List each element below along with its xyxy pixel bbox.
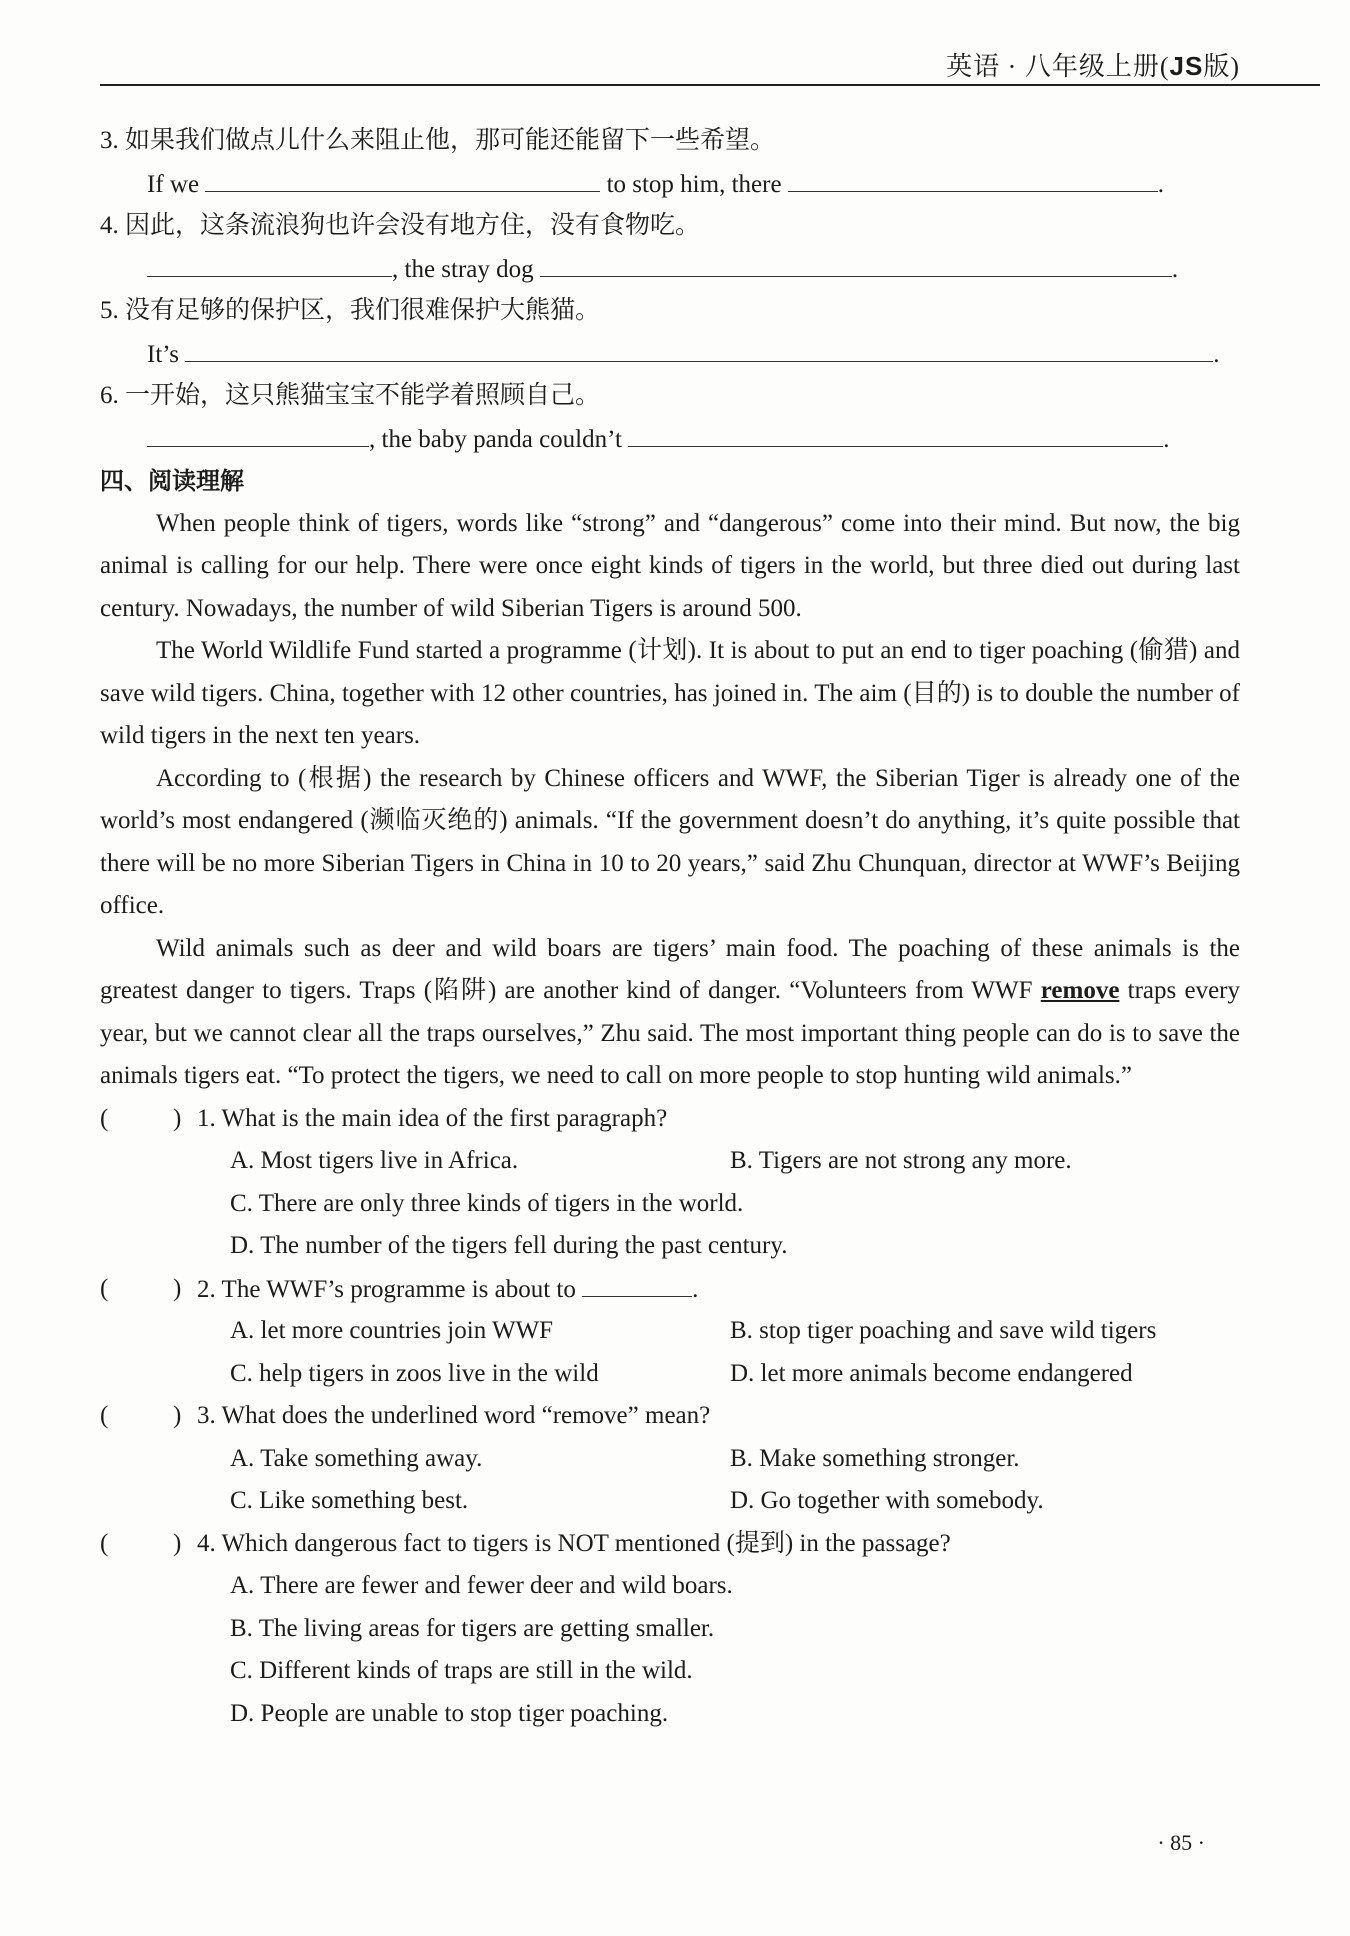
passage-paragraph-2: The World Wildlife Fund started a programme (计划). It is about to put an end to tiger poaching (偷猎) and save wild tigers. China, together with 12 other countries, has joined in. The aim (目的) is to double the number of wild tigers in the next ten years. [100, 637, 1240, 749]
option[interactable]: A. Take something away. [230, 1444, 483, 1472]
question-2: ( ) 2. The WWF’s programme is about to . [100, 1268, 1240, 1311]
option[interactable]: B. Tigers are not strong any more. [730, 1147, 1072, 1174]
answer-blank[interactable] [147, 418, 369, 447]
option[interactable]: C. Like something best. [230, 1487, 469, 1514]
question-1-options-row-2 [100, 1183, 1240, 1226]
question-4-option-d [100, 1693, 1240, 1736]
translation-item-3-zh: 3. 如果我们做点儿什么来阻止他，那可能还能留下一些希望。 [100, 127, 776, 154]
question-3-options-row-1 [100, 1438, 1240, 1481]
option[interactable]: C. Different kinds of traps are still in the wild. [230, 1657, 693, 1684]
translation-item-5-zh: 5. 没有足够的保护区，我们很难保护大熊猫。 [100, 297, 601, 324]
question-4-option-c [100, 1650, 1240, 1693]
question-4: ( ) 4. Which dangerous fact to tigers is NOT mentioned (提到) in the passage? [100, 1529, 951, 1557]
passage-paragraph-1: When people think of tigers, words like “strong” and “dangerous” come into their mind. But now, the big animal is calling for our help. There were once eight kinds of tigers in the world, but three died out during last century. Nowadays, the number of wild Siberian Tigers is around 500. [100, 509, 1240, 622]
option[interactable]: D. let more animals become endangered [730, 1359, 1133, 1387]
translation-item-5-en: It’s . [100, 333, 1240, 376]
option[interactable]: D. People are unable to stop tiger poaching. [230, 1699, 669, 1727]
page-header [100, 40, 1320, 86]
question-2-options-row-2 [100, 1353, 1240, 1396]
underlined-word: remove [1040, 977, 1120, 1004]
translation-item-4-zh: 4. 因此，这条流浪狗也许会没有地方住，没有食物吃。 [100, 212, 701, 239]
option[interactable]: B. stop tiger poaching and save wild tigers [730, 1317, 1157, 1344]
question-3: ( ) 3. What does the underlined word “remove” mean? [100, 1402, 711, 1429]
option[interactable]: A. Most tigers live in Africa. [230, 1147, 519, 1174]
question-4-option-a [100, 1565, 1240, 1608]
question-4-option-b [100, 1608, 1240, 1651]
answer-blank[interactable] [205, 163, 600, 192]
translation-item-6-en: , the baby panda couldn’t . [100, 418, 1240, 461]
question-1: ( ) 1. What is the main idea of the first paragraph? [100, 1104, 668, 1132]
option[interactable]: D. The number of the tigers fell during the past century. [230, 1232, 788, 1259]
book-title: 英语 · 八年级上册(JS版) [946, 51, 1240, 81]
answer-blank[interactable] [185, 333, 1213, 362]
question-2-options-row-1 [100, 1310, 1240, 1353]
translation-item-3-en: If we to stop him, there . [100, 163, 1240, 206]
question-1-options-row-3 [100, 1225, 1240, 1268]
option[interactable]: A. There are fewer and fewer deer and wild boars. [230, 1572, 733, 1599]
answer-blank[interactable] [147, 248, 392, 277]
answer-blank[interactable] [788, 163, 1158, 192]
answer-blank[interactable] [628, 418, 1163, 447]
page-content [100, 120, 1240, 1735]
option[interactable]: D. Go together with somebody. [730, 1487, 1044, 1514]
answer-blank [582, 1268, 692, 1297]
passage-paragraph-4: Wild animals such as deer and wild boars are tigers’ main food. The poaching of these animals is the greatest danger to tigers. Traps (陷阱) are another kind of danger. “Volunteers from WWF remove traps every year, but we cannot clear all the traps ourselves,” Zhu said. The most important thing people can do is to save the animals tigers eat. “To protect the tigers, we need to call on more people to stop hunting wild animals.” [100, 934, 1240, 1089]
option[interactable]: C. help tigers in zoos live in the wild [230, 1359, 599, 1387]
question-1-options-row-1 [100, 1140, 1240, 1183]
answer-blank[interactable] [540, 248, 1172, 277]
section-title: 四、阅读理解 [100, 467, 244, 495]
question-3-options-row-2 [100, 1480, 1240, 1523]
option[interactable]: B. Make something stronger. [730, 1444, 1020, 1472]
option[interactable]: C. There are only three kinds of tigers in the world. [230, 1189, 744, 1217]
option[interactable]: A. let more countries join WWF [230, 1317, 554, 1344]
page-number: · 85 · [1157, 1830, 1205, 1855]
translation-item-6-zh: 6. 一开始，这只熊猫宝宝不能学着照顾自己。 [100, 382, 601, 409]
passage-paragraph-3: According to (根据) the research by Chinese officers and WWF, the Siberian Tiger is already one of the world’s most endangered (濒临灭绝的) animals. “If the government doesn’t do anything, it’s quite possible that there will be no more Siberian Tigers in China in 10 to 20 years,” said Zhu Chunquan, director at WWF’s Beijing office. [100, 764, 1240, 919]
translation-item-4-en: , the stray dog . [100, 248, 1240, 291]
option[interactable]: B. The living areas for tigers are getting smaller. [230, 1614, 715, 1642]
